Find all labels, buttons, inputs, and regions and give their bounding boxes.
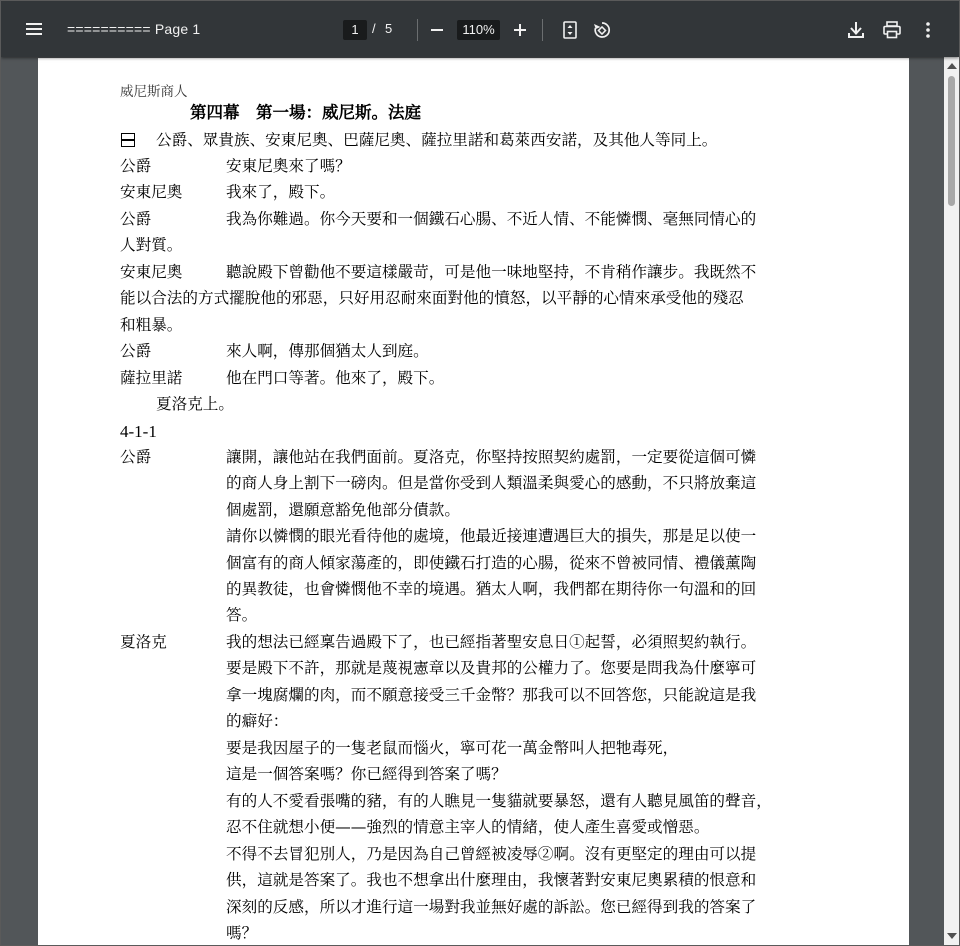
dialogue-line: 安東尼奧來了嗎？	[226, 157, 351, 175]
current-page-input[interactable]: 1	[343, 20, 367, 40]
speech-line: 的異教徒，也會憐憫他不幸的境遇。猶太人啊，我們都在期待你一句溫和的回	[226, 580, 757, 598]
scene-number: 4-1-1	[120, 422, 157, 441]
dialogue-line: 聽說殿下曾勸他不要這樣嚴苛，可是他一味地堅持，不肯稍作讓步。我既然不	[226, 263, 757, 281]
speech-line: 供，這就是答案了。我也不想拿出什麼理由，我懷著對安東尼奧累積的恨意和	[226, 871, 757, 889]
rotate-icon[interactable]	[590, 18, 614, 42]
stage-direction: 公爵、眾貴族、安東尼奧、巴薩尼奧、薩拉里諾和葛萊西安諾，及其他人等同上。	[156, 131, 718, 149]
total-pages: 5	[385, 21, 393, 36]
speaker-label: 公爵	[120, 342, 152, 360]
speaker-label: 公爵	[120, 210, 152, 228]
pdf-toolbar	[1, 1, 959, 57]
toolbar-divider	[417, 19, 418, 41]
dialogue-line: 他在門口等著。他來了，殿下。	[226, 369, 445, 387]
dialogue-continuation: 人對質。	[120, 236, 183, 254]
document-title: ========== Page 1	[67, 21, 201, 37]
speech-line: 拿一塊腐爛的肉，而不願意接受三千金幣？那我可以不回答您，只能說這是我	[226, 686, 757, 704]
speaker-label: 薩拉里諾	[120, 369, 183, 387]
speech-line: 的癖好：	[226, 712, 289, 730]
speaker-label: 安東尼奧	[120, 183, 183, 201]
scroll-up-arrow-icon[interactable]	[947, 63, 957, 69]
speech-line: 個處罰，還願意豁免他部分債款。	[226, 501, 460, 519]
speech-line: 有的人不愛看張嘴的豬，有的人瞧見一隻貓就要暴怒，還有人聽見風笛的聲音，	[226, 792, 772, 810]
hamburger-menu-icon[interactable]	[22, 17, 46, 41]
fit-page-icon[interactable]	[558, 18, 582, 42]
dialogue-line: 我來了，殿下。	[226, 183, 336, 201]
speaker-label: 安東尼奧	[120, 263, 183, 281]
print-icon[interactable]	[880, 18, 904, 42]
scene-heading: 第四幕 第一場：威尼斯。法庭	[190, 103, 421, 122]
vertical-scrollbar[interactable]	[944, 57, 959, 945]
speech-line: 要是我因屋子的一隻老鼠而惱火，寧可花一萬金幣叫人把牠毒死，	[226, 739, 679, 757]
dialogue-line: 來人啊，傳那個猶太人到庭。	[226, 342, 429, 360]
pdf-page	[38, 58, 909, 945]
zoom-out-icon[interactable]	[425, 18, 449, 42]
speaker-label: 夏洛克	[120, 633, 167, 651]
speech-line: 答。	[226, 606, 258, 624]
speech-line: 忍不住就想小便——強烈的情意主宰人的情緒，使人產生喜愛或憎惡。	[226, 818, 710, 836]
dialogue-line: 我為你難過。你今天要和一個鐵石心腸、不近人情、不能憐憫、毫無同情心的	[226, 210, 757, 228]
speaker-label: 公爵	[120, 157, 152, 175]
toolbar-divider	[542, 19, 543, 41]
dialogue-continuation: 和粗暴。	[120, 316, 183, 334]
speech-line: 要是殿下不許，那就是蔑視憲章以及貴邦的公權力了。您要是問我為什麼寧可	[226, 659, 757, 677]
zoom-in-icon[interactable]	[508, 18, 532, 42]
zoom-level-input[interactable]: 110%	[457, 20, 500, 40]
speech-line: 不得不去冒犯別人，乃是因為自己曾經被凌辱②啊。沒有更堅定的理由可以提	[226, 845, 757, 863]
speech-line: 讓開，讓他站在我們面前。夏洛克，你堅持按照契約處罰，一定要從這個可憐	[226, 448, 757, 466]
speech-line: 這是一個答案嗎？你已經得到答案了嗎？	[226, 765, 507, 783]
speech-line: 我的想法已經稟告過殿下了，也已經指著聖安息日①起誓，必須照契約執行。	[226, 633, 757, 651]
entrance-direction: 夏洛克上。	[156, 395, 234, 413]
page-separator: /	[372, 21, 376, 36]
scrollbar-thumb[interactable]	[948, 76, 955, 206]
speaker-label: 公爵	[120, 448, 152, 466]
more-options-icon[interactable]	[916, 18, 940, 42]
running-head: 威尼斯商人	[120, 84, 188, 100]
speech-line: 的商人身上割下一磅肉。但是當你受到人類溫柔與愛心的感動，不只將放棄這	[226, 474, 757, 492]
stage-direction-box-icon	[121, 133, 135, 147]
download-icon[interactable]	[844, 18, 868, 42]
speech-line: 個富有的商人傾家蕩產的，即使鐵石打造的心腸，從來不曾被同情、禮儀薰陶	[226, 554, 757, 572]
document-viewport[interactable]	[1, 57, 944, 945]
speech-line: 請你以憐憫的眼光看待他的處境，他最近接連遭遇巨大的損失，那是足以使一	[226, 527, 757, 545]
dialogue-continuation: 能以合法的方式擺脫他的邪惡，只好用忍耐來面對他的憤怒，以平靜的心情來承受他的殘忍	[120, 289, 744, 307]
speech-line: 深刻的反感，所以才進行這一場對我並無好處的訴訟。您已經得到我的答案了	[226, 898, 757, 916]
scroll-down-arrow-icon[interactable]	[947, 933, 957, 939]
speech-line: 嗎？	[226, 924, 258, 942]
